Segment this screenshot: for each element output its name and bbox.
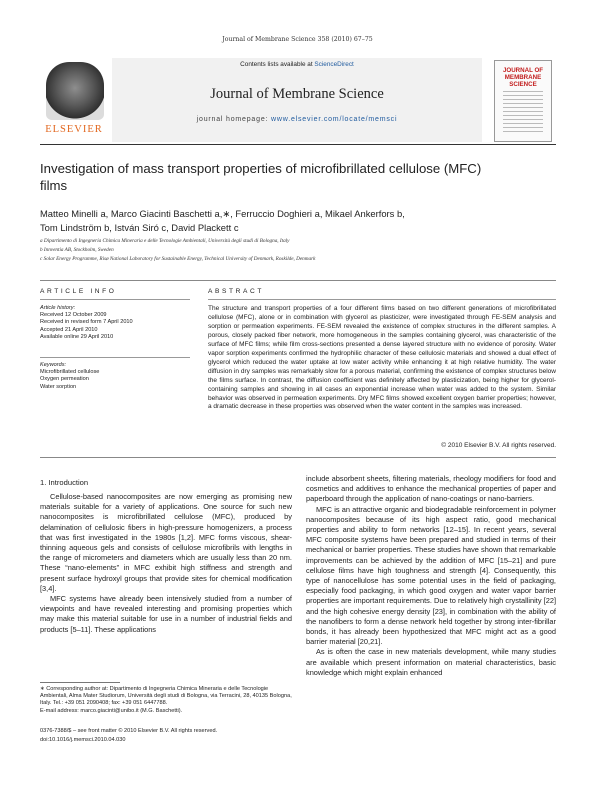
keywords (40, 362, 190, 391)
journal-title: Journal of Membrane Science (210, 86, 384, 102)
doi-link[interactable]: doi:10.1016/j.memsci.2010.04.030 (40, 737, 126, 743)
abstract-heading: ABSTRACT (208, 288, 264, 295)
abstract-rule (208, 299, 556, 300)
article-history (40, 305, 190, 341)
article-info-rule (40, 299, 190, 300)
keywords-rule (40, 357, 190, 358)
body-paragraph: MFC is an attractive organic and biodegradable reinforcement in polymer nanocomposites because of its high aspect ratio, good mechanical properties and ability to form networks [12–15]. In recent years, several MFC composite systems have been prepared and studied in terms of their mechanical or barrier properties. These studies have shown that remarkable improvements can be achieved by the addition of MFC [15–21] and pure cellulose films have high toughness and strength [4]. Consequently, this type of nanocellulose has some potential uses in the field of packaging, especially food packaging, in which good oxygen and water vapor barrier properties are important requirements. Due to relatively high crystallinity [22] and the high cohesive energy density [23], in combination with the ability of the nanofibers to form a dense network held together by strong inter-fibrillar bonds, it has already been hypothesized that MFC might act as a good barrier material [20,21]. (306, 504, 556, 647)
history-accepted: Accepted 21 April 2010 (40, 326, 98, 333)
keyword-item: Water sorption (40, 383, 77, 390)
article-info-heading: ARTICLE INFO (40, 288, 117, 295)
cover-decoration (503, 91, 543, 133)
keyword-item: Oxygen permeation (40, 376, 89, 383)
history-received: Received 12 October 2009 (40, 312, 107, 319)
elsevier-tree-icon (46, 62, 104, 120)
body-column-left (40, 492, 292, 635)
footnote-text: ∗ Corresponding author at: Dipartimento di Ingegneria Chimica Mineraria e delle Tecnologie Ambientali, Alma Mater Studiorum, Università degli studi di Bologna, via Terracini, 28, 40135 Bologna, Italy. Tel.: +39 051 2090408; fax: +39 051 6447788. (40, 686, 292, 707)
elsevier-logo[interactable] (40, 58, 108, 142)
abstract-copyright: © 2010 Elsevier B.V. All rights reserved. (441, 442, 556, 449)
body-column-right (306, 474, 556, 678)
body-paragraph: Cellulose-based nanocomposites are now emerging as promising new materials suitable for a variety of applications. One source for such new nanocomposites is microfibrillated cellulose (MFC), produced by delamination of cellulosic fibers in high-pressure homogenizers, a process that was first investigated in the 1980s [1,2]. MFC forms viscous, shear-thinning aqueous gels and consists of cellulose microfibrils with lengths in the range of micrometers and diameters which are usually less than 20 nm. These “nano-elements” in MFC exhibit high stiffness and strength and present surface hydroxyl groups that provide sites for chemical modification [3,4]. (40, 492, 292, 593)
authors-line-2: Tom Lindström b, István Siró c, David Plackett c (40, 222, 239, 233)
contents-line (112, 61, 482, 68)
elsevier-wordmark: ELSEVIER (45, 124, 103, 135)
homepage-prefix: journal homepage: (196, 116, 272, 123)
body-paragraph: MFC systems have already been intensively studied from a number of viewpoints and have revealed interesting and promising properties which may make this material suitable for use in a number of industrial fields and products [5–11]. These applications (40, 594, 292, 634)
running-head: Journal of Membrane Science 358 (2010) 67–75 (222, 36, 373, 43)
footnote-email[interactable]: E-mail address: marco.giacinti@unibo.it (M.G. Baschetti). (40, 707, 183, 714)
keywords-label: Keywords: (40, 362, 67, 368)
body-paragraph: As is often the case in new materials development, while many studies are available which present information on material characteristics, basic knowledge which might explain enhanced (306, 647, 556, 677)
affiliation-c: c Solar Energy Programme, Risø National Laboratory for Sustainable Energy, Technical University of Denmark, Roskilde, Denmark (40, 256, 316, 262)
author-list (40, 207, 540, 235)
abstract-text: The structure and transport properties of a four different films based on two different generations of microfibrillated cellulose (MFC), alone or in combination with glycerol as plasticizer, were investigated through FE-SEM analysis and sorption or permeation experiments. FE-SEM revealed the existence of complex structures in the different samples. A porous, closely packed fiber network, more homogeneous in the samples containing glycerol, was characteristic of the surface of MFC films; while film cross-sections presented a dense layered structure with no evidence of porosity. Water vapor sorption experiments confirmed the hydrophilic character of these cellulosic materials and showed a dual effect of glycerol which reduced the water uptake at low water activity while enhancing it at high relative humidity. The water diffusion in dry samples was remarkably slow for a porous material, confirming the existence of complex structures below the films surface. In contrast, the diffusion coefficient was definitely affected by plasticization, being higher for glycerol-containing samples and showing in all cases an exponential increase when water was added to the system. Similar behavior was observed in permeation experiments. Dry MFC films showed excellent oxygen barrier properties; however, a dramatic decrease in these properties was observed when the water content in the samples was increased. (208, 305, 556, 411)
journal-homepage (112, 116, 482, 123)
issn-line: 0376-7388/$ – see front matter © 2010 Elsevier B.V. All rights reserved. (40, 728, 218, 734)
body-paragraph: include absorbent sheets, filtering materials, rheology modifiers for food and cosmetics and additives to enhance the mechanical properties of paper and paperboard through the application of nano-coatings or nano-barriers. (306, 474, 556, 504)
affiliation-b: b Innventia AB, Stockholm, Sweden (40, 247, 114, 253)
history-label: Article history: (40, 305, 76, 311)
cover-title: JOURNAL OF MEMBRANE SCIENCE (502, 67, 544, 88)
contents-prefix: Contents lists available at (240, 61, 315, 68)
front-matter-rule (40, 280, 556, 281)
history-revised: Received in revised form 7 April 2010 (40, 319, 133, 326)
footnote-rule (40, 682, 120, 683)
history-online: Available online 29 April 2010 (40, 333, 114, 340)
keyword-item: Microfibrillated cellulose (40, 369, 100, 376)
sciencedirect-link[interactable]: ScienceDirect (314, 61, 354, 68)
journal-cover-thumbnail[interactable] (494, 60, 552, 142)
homepage-link[interactable]: www.elsevier.com/locate/memsci (271, 116, 398, 123)
corresponding-author-footnote (40, 686, 292, 715)
abstract-end-rule (40, 457, 556, 458)
authors-line-1: Matteo Minelli a, Marco Giacinti Baschetti a,∗, Ferruccio Doghieri a, Mikael Ankerfors b, (40, 208, 405, 219)
header-rule (40, 144, 556, 145)
article-title: Investigation of mass transport properties of microfibrillated cellulose (MFC) films (40, 161, 482, 193)
journal-header-banner (112, 58, 482, 142)
affiliation-a: a Dipartimento di Ingegneria Chimica Mineraria e delle Tecnologie Ambientali, Università degli studi di Bologna, Italy (40, 238, 290, 244)
section-heading-introduction: 1. Introduction (40, 478, 89, 487)
